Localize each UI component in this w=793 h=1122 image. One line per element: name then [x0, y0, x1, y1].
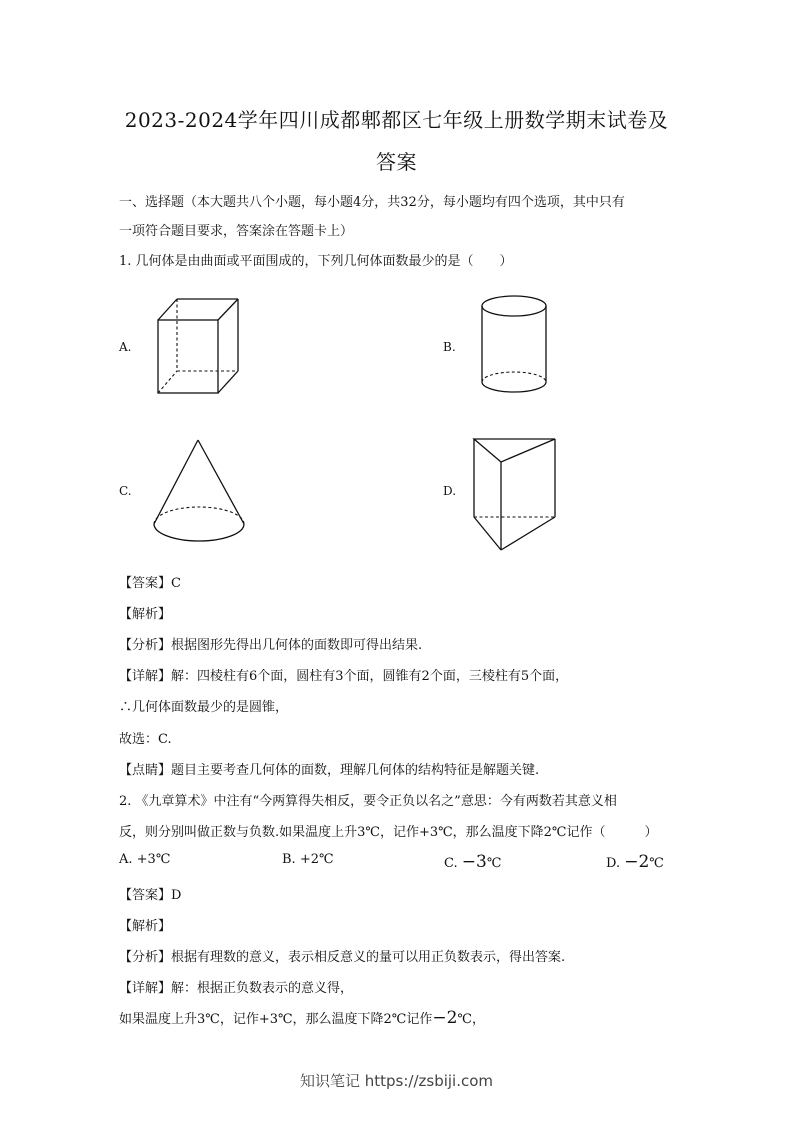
q2-option-c-label: C.: [444, 856, 458, 871]
q2-option-d-label: D.: [606, 856, 621, 871]
section-heading-line-2: 一项符合题目要求，答案涂在答题卡上）: [119, 224, 354, 239]
q1-option-a-label: A.: [119, 340, 132, 354]
q1-choose: 故选：C.: [119, 732, 172, 747]
q1-detail: 【详解】解：四棱柱有6个面，圆柱有3个面，圆锥有2个面，三棱柱有5个面，: [119, 669, 569, 684]
q2-option-b: B. +2℃: [282, 852, 334, 867]
q1-comment: 【点睛】题目主要考查几何体的面数，理解几何体的结构特征是解题关键.: [119, 763, 540, 778]
triangular-prism-figure: [468, 434, 563, 556]
q2-stem-line-2: 反，则分别叫做正数与负数.如果温度上升3℃，记作+3℃，那么温度下降2℃记作（ ）: [119, 825, 658, 840]
q2-last-line-unit: ℃，: [457, 1012, 485, 1027]
q1-option-c-label: C.: [119, 484, 132, 498]
q2-option-c: [444, 852, 501, 872]
q1-fenxi: 【分析】根据图形先得出几何体的面数即可得出结果.: [119, 638, 423, 653]
q2-detail: 【详解】解：根据正负数表示的意义得，: [119, 981, 354, 996]
q2-fenxi: 【分析】根据有理数的意义，表示相反意义的量可以用正负数表示，得出答案.: [119, 950, 566, 965]
q2-option-d-value: −2: [624, 852, 650, 872]
q2-last-line-text: 如果温度上升3℃，记作+3℃，那么温度下降2℃记作: [119, 1012, 433, 1027]
q1-answer: 【答案】C: [119, 576, 181, 591]
q2-option-a: A. +3℃: [119, 852, 171, 867]
q1-option-d-label: D.: [443, 484, 457, 498]
q1-analysis-heading: 【解析】: [119, 607, 172, 622]
section-heading-line-1: 一、选择题（本大题共八个小题，每小题4分，共32分，每小题均有四个选项，其中只有: [119, 195, 625, 210]
q2-analysis-heading: 【解析】: [119, 919, 172, 934]
q1-option-b-label: B.: [443, 340, 456, 354]
q2-answer: 【答案】D: [119, 888, 182, 903]
q2-option-d: [606, 852, 664, 872]
page-title-line-2: 答案: [376, 150, 417, 174]
q1-therefore: ∴几何体面数最少的是圆锥，: [119, 700, 289, 715]
q2-last-line-value: −2: [432, 1008, 458, 1028]
q2-last-line: [119, 1008, 485, 1028]
q2-option-c-value: −3: [461, 852, 487, 872]
cone-figure: [148, 436, 258, 548]
footer-watermark: 知识笔记 https://zsbiji.com: [299, 1072, 494, 1090]
cylinder-figure: [475, 290, 555, 402]
q2-option-c-unit: ℃: [486, 856, 502, 871]
q1-stem: 1. 几何体是由曲面或平面围成的，下列几何体面数最少的是（ ）: [119, 254, 513, 269]
q2-option-d-unit: ℃: [649, 856, 664, 871]
q2-stem-line-1: 2. 《九章算术》中注有“今两算得失相反，要令正负以名之”意思：今有两数若其意义相: [119, 794, 617, 809]
cube-figure: [150, 295, 250, 405]
page-title-line-1: 2023-2024学年四川成都郫都区七年级上册数学期末试卷及: [124, 108, 669, 132]
